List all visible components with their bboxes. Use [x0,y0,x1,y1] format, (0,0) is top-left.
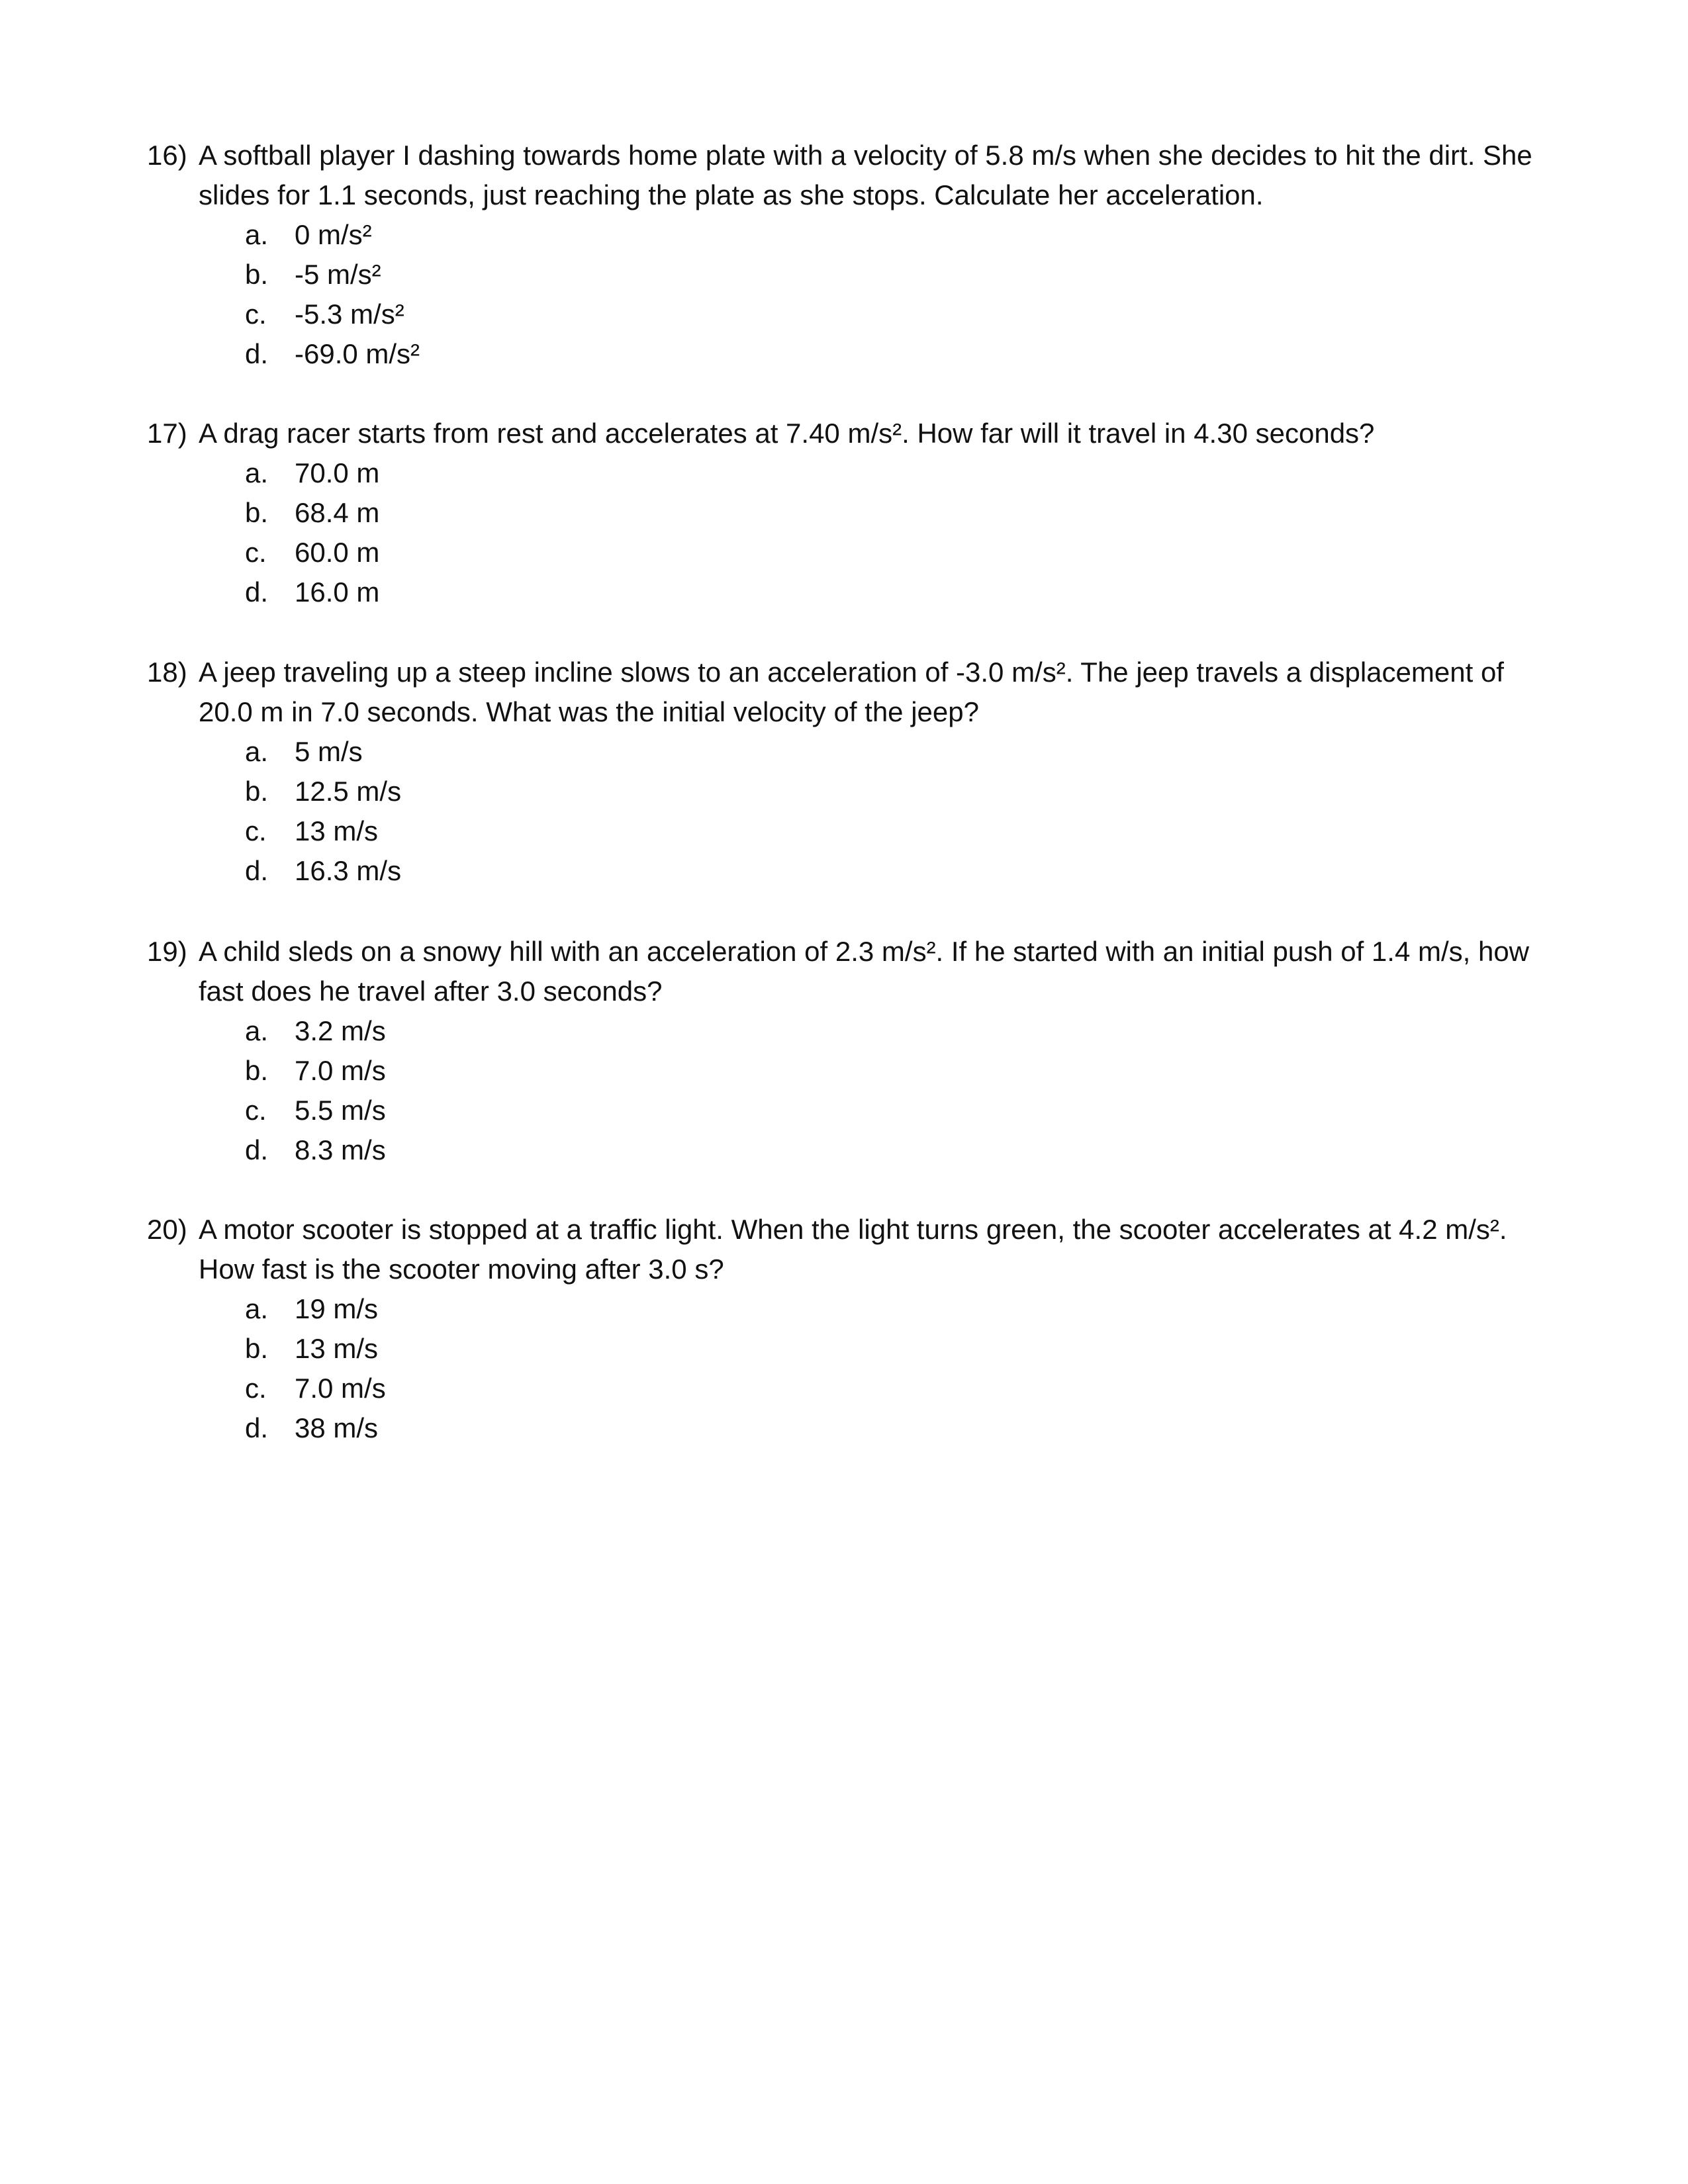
answer-choice [245,1369,1570,1408]
question-20-line-1 [147,1210,1570,1250]
question-19-line-2: fast does he travel after 3.0 seconds? [199,976,663,1007]
choice-text: 0 m/s² [295,219,372,250]
question-16-line-2: slides for 1.1 seconds, just reaching the plate as she stops. Calculate her acceleration. [199,179,1264,210]
choice-text: 13 m/s [295,815,379,846]
choice-letter: c. [245,537,267,568]
choice-text: -5 m/s² [295,259,381,290]
question-18-line-2: 20.0 m in 7.0 seconds. What was the initial velocity of the jeep? [199,696,979,727]
answer-choice [245,493,1570,533]
choice-letter: c. [245,1095,267,1126]
choice-text: -5.3 m/s² [295,298,404,330]
choice-letter: c. [245,815,267,846]
choice-letter: b. [245,259,269,290]
question-number: 16) [147,140,187,171]
choice-letter: d. [245,576,269,608]
choice-text: 12.5 m/s [295,776,402,807]
question-16 [147,136,1570,374]
question-text: A softball player I dashing towards home plate with a velocity of 5.8 m/s when she decides to hit the dirt. She [199,140,1532,171]
choice-letter: a. [245,736,269,767]
choice-text: 5 m/s [295,736,363,767]
choice-text: 38 m/s [295,1412,379,1443]
choice-text: 5.5 m/s [295,1095,386,1126]
answer-choice [245,1329,1570,1369]
choice-text: 3.2 m/s [295,1015,386,1046]
choice-text: 7.0 m/s [295,1055,386,1086]
answer-choice [245,334,1570,374]
choice-text: 13 m/s [295,1333,379,1364]
question-18-line-1 [147,653,1570,692]
choice-letter: c. [245,298,267,330]
answer-choice [245,732,1570,772]
choice-letter: b. [245,497,269,528]
choice-letter: a. [245,1293,269,1324]
answer-choice [245,811,1570,851]
answer-choice [245,572,1570,612]
answer-choices [147,453,1570,612]
question-19 [147,932,1570,1170]
answer-choice [245,1289,1570,1329]
question-text: A jeep traveling up a steep incline slows to an acceleration of -3.0 m/s². The jeep travels a displacement of [199,657,1504,688]
answer-choices [147,1289,1570,1448]
choice-letter: a. [245,1015,269,1046]
choice-letter: d. [245,855,269,886]
choice-letter: d. [245,338,269,369]
choice-letter: d. [245,1134,269,1165]
choice-letter: b. [245,1333,269,1364]
question-17-line-1 [147,414,1570,453]
question-text: A child sleds on a snowy hill with an acceleration of 2.3 m/s². If he started with an initial push of 1.4 m/s, how [199,936,1530,967]
answer-choice [245,1051,1570,1091]
choice-text: 16.3 m/s [295,855,402,886]
answer-choices [147,215,1570,374]
choice-letter: a. [245,219,269,250]
choice-text: 7.0 m/s [295,1373,386,1404]
question-17 [147,414,1570,612]
question-number: 20) [147,1214,187,1245]
question-18 [147,653,1570,891]
answer-choice [245,255,1570,295]
choice-text: 8.3 m/s [295,1134,386,1165]
choice-letter: a. [245,457,269,488]
question-number: 18) [147,657,187,688]
answer-choice [245,1130,1570,1170]
question-number: 17) [147,418,187,449]
question-16-line-1 [147,136,1570,175]
answer-choice [245,295,1570,334]
choice-text: -69.0 m/s² [295,338,420,369]
answer-choice [245,851,1570,891]
answer-choice [245,772,1570,811]
choice-text: 16.0 m [295,576,380,608]
answer-choice [245,1011,1570,1051]
question-text: A drag racer starts from rest and accelerates at 7.40 m/s². How far will it travel in 4.30 seconds? [199,418,1375,449]
choice-text: 68.4 m [295,497,380,528]
choice-text: 60.0 m [295,537,380,568]
choice-letter: c. [245,1373,267,1404]
question-19-line-1 [147,932,1570,972]
answer-choice [245,215,1570,255]
choice-letter: d. [245,1412,269,1443]
choice-text: 19 m/s [295,1293,379,1324]
question-number: 19) [147,936,187,967]
answer-choice [245,533,1570,572]
answer-choice [245,453,1570,493]
choice-letter: b. [245,776,269,807]
question-text: A motor scooter is stopped at a traffic light. When the light turns green, the scooter accelerates at 4.2 m/s². [199,1214,1507,1245]
choice-letter: b. [245,1055,269,1086]
answer-choices [147,732,1570,891]
answer-choices [147,1011,1570,1170]
choice-text: 70.0 m [295,457,380,488]
question-20-line-2: How fast is the scooter moving after 3.0 s? [199,1253,724,1285]
question-20 [147,1210,1570,1448]
answer-choice [245,1408,1570,1448]
answer-choice [245,1091,1570,1130]
